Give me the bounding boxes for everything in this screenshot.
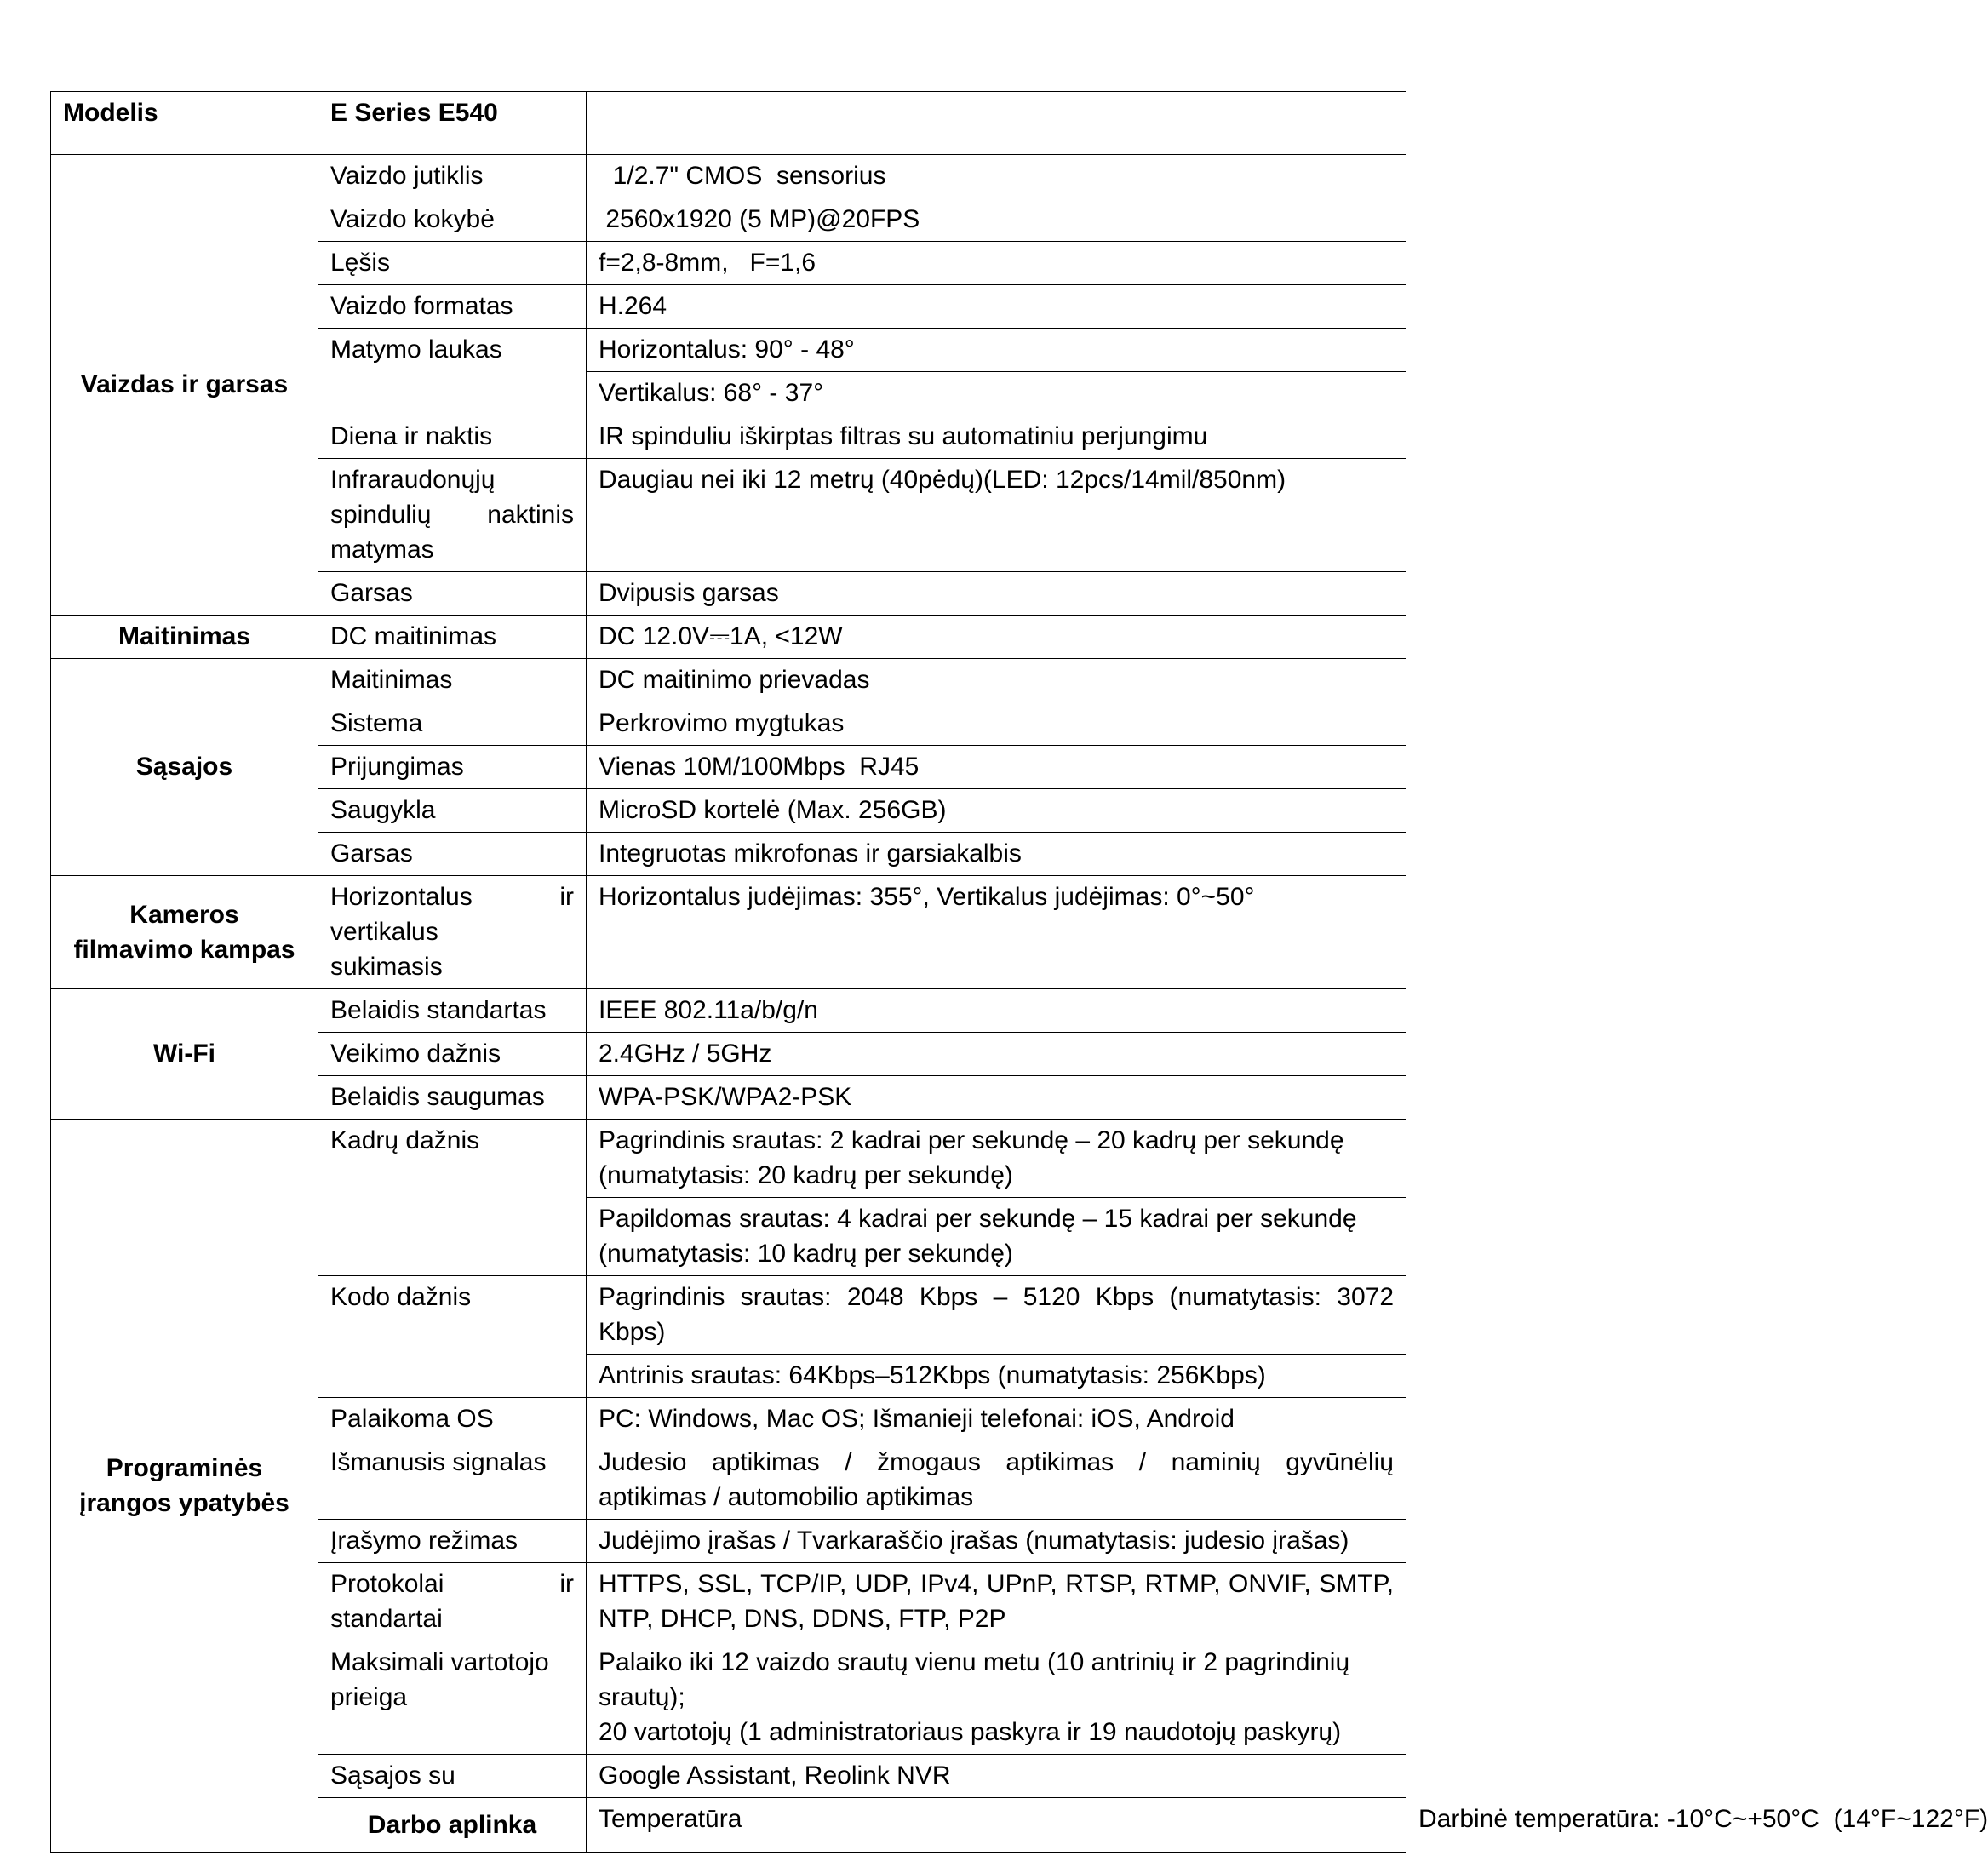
param-cell: Vaizdo jutiklis — [318, 155, 587, 198]
table-row — [51, 92, 1406, 155]
value-cell: DC 12.0V⎓1A, <12W — [587, 616, 1406, 659]
param-cell: Belaidis saugumas — [318, 1076, 587, 1120]
param-cell: Kadrų dažnis — [318, 1120, 587, 1276]
param-cell: Saugykla — [318, 789, 587, 833]
value-line: Kbps) — [599, 1318, 666, 1346]
param-cell: Veikimo dažnis — [318, 1033, 587, 1076]
value-line: Pagrindinis srautas: 2 kadrai per sekundę – 20 kadrų per sekundę — [599, 1126, 1344, 1154]
value-cell: Judėjimo įrašas / Tvarkaraščio įrašas (numatytasis: judesio įrašas) — [587, 1520, 1406, 1563]
value-line: Papildomas srautas: 4 kadrai per sekundę – 15 kadrai per sekundę — [599, 1205, 1357, 1233]
table-row — [51, 155, 1406, 198]
value-cell: H.264 — [587, 285, 1406, 329]
category-maitinimas: Maitinimas — [51, 616, 318, 659]
value-line: srautų); — [599, 1683, 685, 1711]
value-line: Palaiko iki 12 vaizdo srautų vienu metu (10 antrinių ir 2 pagrindinių — [599, 1648, 1350, 1676]
header-model-value: E Series E540 — [318, 92, 587, 155]
value-line: aptikimas / automobilio aptikimas — [599, 1483, 974, 1511]
value-cell — [587, 1276, 1406, 1355]
value-cell: IEEE 802.11a/b/g/n — [587, 989, 1406, 1033]
param-line: vertikalus — [330, 918, 438, 946]
value-cell: Daugiau nei iki 12 metrų (40pėdų)(LED: 12pcs/14mil/850nm) — [587, 459, 1406, 572]
param-line: sukimasis — [330, 953, 443, 981]
value-cell: WPA-PSK/WPA2-PSK — [587, 1076, 1406, 1120]
param-cell-protocols — [318, 1563, 587, 1641]
param-line: Horizontalus ir — [330, 883, 574, 911]
param-cell: Lęšis — [318, 242, 587, 285]
param-cell: Išmanusis signalas — [318, 1441, 587, 1520]
category-programines — [51, 1120, 318, 1853]
table-row — [51, 876, 1406, 989]
value-line: HTTPS, SSL, TCP/IP, UDP, IPv4, UPnP, RTSP, RTMP, ONVIF, SMTP, — [599, 1570, 1394, 1598]
value-line: (numatytasis: 10 kadrų per sekundę) — [599, 1240, 1013, 1268]
value-cell: 2560x1920 (5 MP)@20FPS — [587, 198, 1406, 242]
param-cell: Vaizdo formatas — [318, 285, 587, 329]
value-cell: Google Assistant, Reolink NVR — [587, 1755, 1406, 1798]
value-line: NTP, DHCP, DNS, DDNS, FTP, P2P — [599, 1605, 1006, 1633]
param-cell: Kodo dažnis — [318, 1276, 587, 1398]
category-vaizdas: Vaizdas ir garsas — [51, 155, 318, 616]
param-line: matymas — [330, 536, 434, 564]
header-empty-cell — [587, 92, 1406, 155]
value-cell: Dvipusis garsas — [587, 572, 1406, 616]
value-cell: Vienas 10M/100Mbps RJ45 — [587, 746, 1406, 789]
value-cell: MicroSD kortelė (Max. 256GB) — [587, 789, 1406, 833]
param-cell: Palaikoma OS — [318, 1398, 587, 1441]
param-cell: Maitinimas — [318, 659, 587, 702]
value-line: (numatytasis: 20 kadrų per sekundę) — [599, 1161, 1013, 1189]
category-line: filmavimo kampas — [73, 935, 295, 964]
table-row — [51, 1120, 1406, 1198]
category-line: įrangos ypatybės — [79, 1488, 289, 1517]
value-cell — [587, 1120, 1406, 1198]
category-sasajos: Sąsajos — [51, 659, 318, 876]
param-line: spindulių naktinis — [330, 501, 574, 529]
param-line: Infraraudonųjų — [330, 466, 496, 494]
param-cell: Sąsajos su — [318, 1755, 587, 1798]
value-cell — [587, 1198, 1406, 1276]
value-cell: f=2,8-8mm, F=1,6 — [587, 242, 1406, 285]
param-cell-access — [318, 1641, 587, 1755]
param-line: prieiga — [330, 1683, 408, 1711]
param-cell: Garsas — [318, 572, 587, 616]
param-line: Maksimali vartotojo — [330, 1648, 549, 1676]
value-cell: Vertikalus: 68° - 37° — [587, 372, 1406, 415]
table-row — [51, 989, 1406, 1033]
value-cell: IR spinduliu iškirptas filtras su automatiniu perjungimu — [587, 415, 1406, 459]
category-kampas — [51, 876, 318, 989]
param-cell: Diena ir naktis — [318, 415, 587, 459]
category-aplinka: Darbo aplinka — [318, 1798, 587, 1853]
table-row: Darbo aplinka Temperatūra Darbinė temperatūra: -10°C~+50°C (14°F~122°F) — [51, 1798, 1406, 1853]
table-row — [51, 659, 1406, 702]
value-cell — [587, 1641, 1406, 1755]
param-cell: Garsas — [318, 833, 587, 876]
param-cell: Matymo laukas — [318, 329, 587, 415]
value-cell: Horizontalus: 90° - 48° — [587, 329, 1406, 372]
value-cell: 2.4GHz / 5GHz — [587, 1033, 1406, 1076]
header-model-label: Modelis — [51, 92, 318, 155]
value-line: Judesio aptikimas / žmogaus aptikimas / naminių gyvūnėlių — [599, 1448, 1394, 1476]
value-cell — [587, 1441, 1406, 1520]
table-row — [51, 616, 1406, 659]
param-line: Protokolai ir — [330, 1570, 574, 1598]
value-cell: PC: Windows, Mac OS; Išmanieji telefonai: iOS, Android — [587, 1398, 1406, 1441]
param-cell-ir-vision — [318, 459, 587, 572]
value-line: Pagrindinis srautas: 2048 Kbps – 5120 Kbps (numatytasis: 3072 — [599, 1283, 1394, 1311]
category-line: Programinės — [106, 1453, 263, 1482]
value-line: 20 vartotojų (1 administratoriaus paskyra ir 19 naudotojų paskyrų) — [599, 1718, 1342, 1746]
value-cell: 1/2.7" CMOS sensorius — [587, 155, 1406, 198]
spec-table — [50, 91, 1988, 1853]
value-cell: Perkrovimo mygtukas — [587, 702, 1406, 746]
value-cell: Antrinis srautas: 64Kbps–512Kbps (numatytasis: 256Kbps) — [587, 1355, 1406, 1398]
param-cell-rotation — [318, 876, 587, 989]
param-cell: Vaizdo kokybė — [318, 198, 587, 242]
value-cell — [587, 1563, 1406, 1641]
param-cell: Įrašymo režimas — [318, 1520, 587, 1563]
category-line: Kameros — [129, 900, 239, 929]
param-cell: Prijungimas — [318, 746, 587, 789]
param-cell: Belaidis standartas — [318, 989, 587, 1033]
param-cell: DC maitinimas — [318, 616, 587, 659]
value-cell: DC maitinimo prievadas — [587, 659, 1406, 702]
param-cell: Sistema — [318, 702, 587, 746]
param-cell: Temperatūra — [587, 1798, 1406, 1853]
category-wifi: Wi-Fi — [51, 989, 318, 1120]
param-line: standartai — [330, 1605, 443, 1633]
value-cell: Horizontalus judėjimas: 355°, Vertikalus judėjimas: 0°~50° — [587, 876, 1406, 989]
value-cell: Integruotas mikrofonas ir garsiakalbis — [587, 833, 1406, 876]
